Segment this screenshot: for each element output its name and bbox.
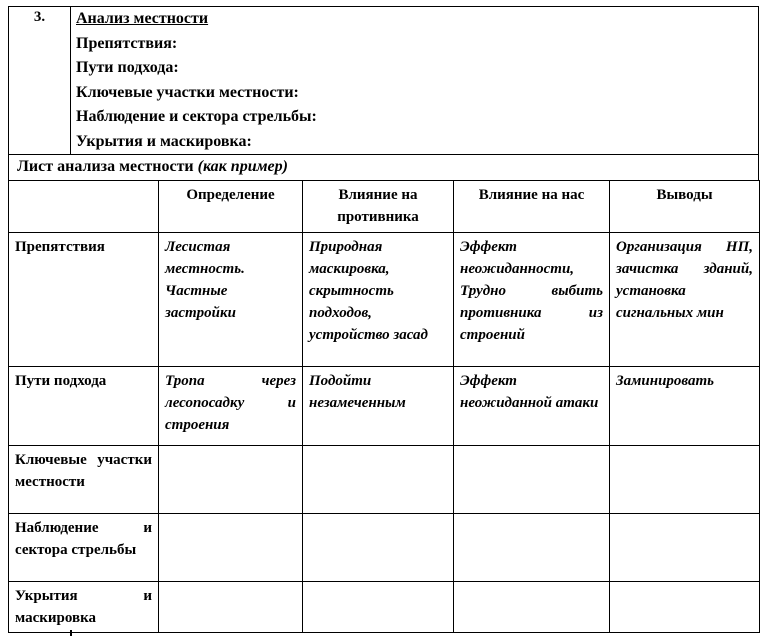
table-header-row — [9, 181, 760, 233]
table-cell: Эффект неожиданности, Трудно выбить противника из строений — [454, 233, 610, 367]
table-cell: Природная маскировка, скрытность подходов, устройство засад — [303, 233, 454, 367]
page-edge-mark — [70, 630, 72, 636]
column-header-definition: Определение — [159, 181, 303, 233]
column-header-enemy-impact: Влияние на противника — [303, 181, 454, 233]
table-cell — [454, 582, 610, 633]
section-item-key-terrain: Ключевые участки местности: — [76, 83, 299, 101]
table-cell — [159, 582, 303, 633]
table-cell: Эффект неожиданной атаки — [454, 367, 610, 446]
row-label-key-terrain: Ключевые участки местности — [9, 446, 159, 514]
row-label-approaches: Пути подхода — [9, 367, 159, 446]
table-cell — [454, 446, 610, 514]
table-cell — [303, 582, 454, 633]
table-cell — [610, 582, 760, 633]
section-item-observation: Наблюдение и сектора стрельбы: — [76, 108, 317, 125]
sheet-caption — [8, 154, 759, 181]
table-cell — [303, 446, 454, 514]
section-header — [8, 6, 759, 154]
section-title: Анализ местности — [76, 10, 209, 27]
sheet-caption-text: Лист анализа местности — [17, 158, 194, 175]
table-row — [9, 446, 760, 514]
table-cell: Организация НП, зачистка зданий, установка сигнальных мин — [610, 233, 760, 367]
column-header-empty — [9, 181, 159, 233]
table-cell: Лесистая местность. Частные застройки — [159, 233, 303, 367]
table-row — [9, 514, 760, 582]
row-label-observation: Наблюдение и сектора стрельбы — [9, 514, 159, 582]
column-header-our-impact: Влияние на нас — [454, 181, 610, 233]
section-lines — [76, 7, 317, 154]
section-item-cover: Укрытия и маскировка: — [76, 132, 252, 150]
table-cell — [159, 446, 303, 514]
table-cell — [610, 514, 760, 582]
table-cell: Подойти незамеченным — [303, 367, 454, 446]
table-cell — [454, 514, 610, 582]
sheet-caption-note: (как пример) — [197, 158, 288, 175]
table-row — [9, 233, 760, 367]
row-label-cover: Укрытия и маскировка — [9, 582, 159, 633]
row-label-obstacles: Препятствия — [9, 233, 159, 367]
section-number: 3. — [9, 7, 71, 154]
table-cell — [610, 446, 760, 514]
table-row — [9, 582, 760, 633]
table-cell — [159, 514, 303, 582]
table-cell — [303, 514, 454, 582]
column-header-conclusions: Выводы — [610, 181, 760, 233]
table-cell: Тропа через лесопосадку и строения — [159, 367, 303, 446]
table-row — [9, 367, 760, 446]
terrain-analysis-table — [8, 180, 760, 633]
section-item-approaches: Пути подхода: — [76, 59, 179, 76]
table-cell: Заминировать — [610, 367, 760, 446]
section-item-obstacles: Препятствия: — [76, 34, 178, 52]
